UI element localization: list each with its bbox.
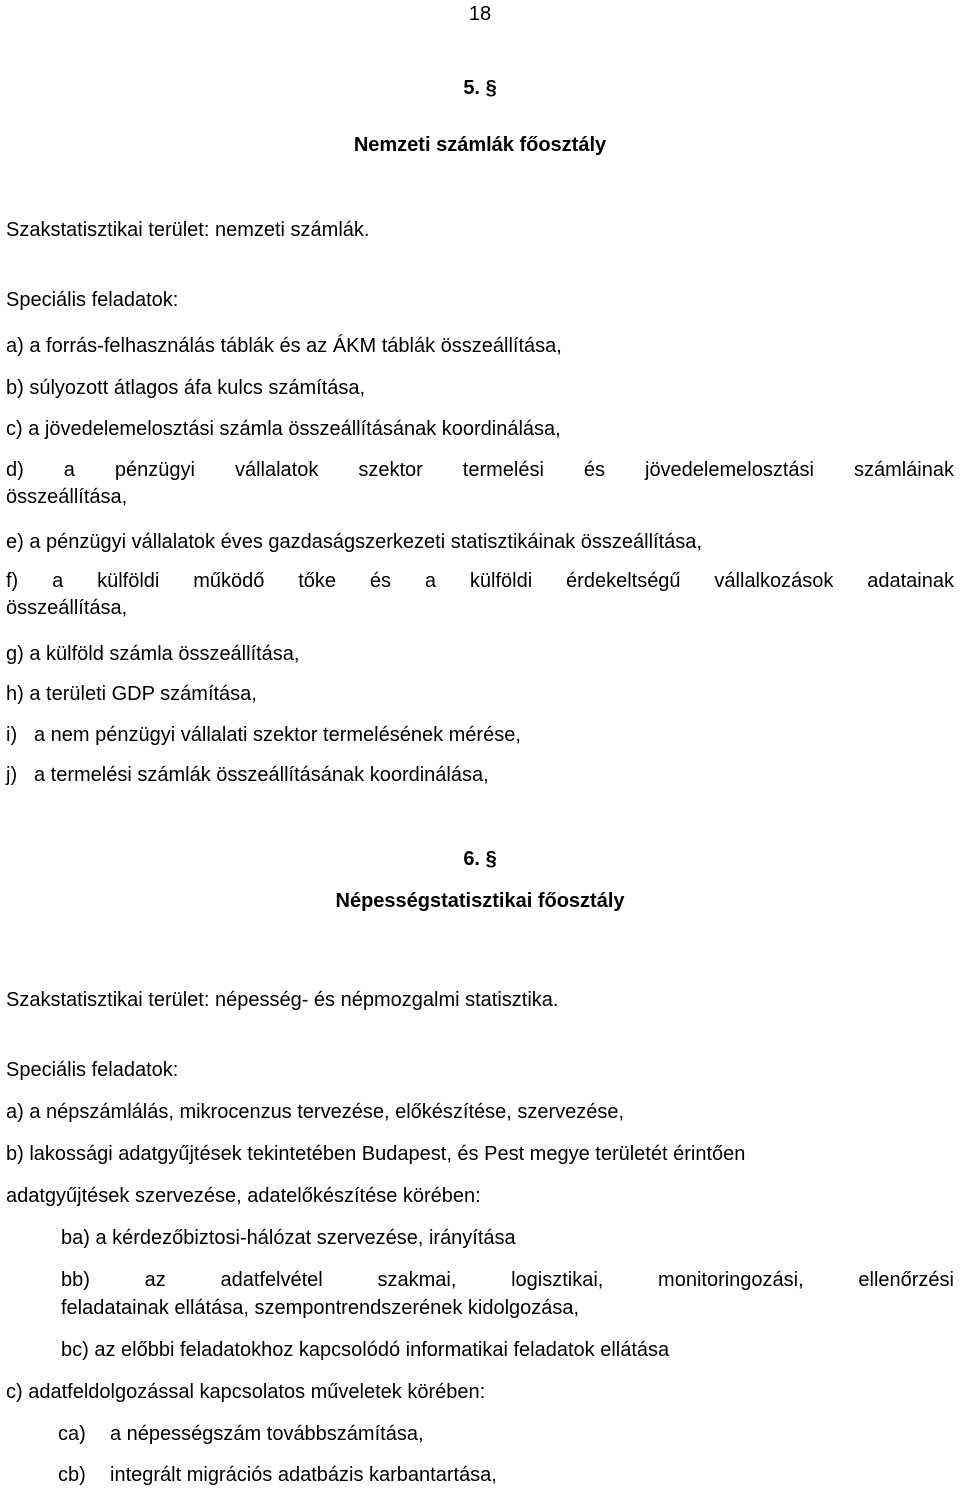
item-text: súlyozott átlagos áfa kulcs számítása, <box>29 377 366 399</box>
section-5-heading <box>0 76 960 100</box>
paragraph-sign: § <box>485 77 497 99</box>
section-5-special-heading: Speciális feladatok: <box>6 289 179 311</box>
section-5-title: Nemzeti számlák főosztály <box>353 134 607 156</box>
list-item <box>6 763 489 787</box>
list-item <box>6 417 561 441</box>
item-text: a jövedelemelosztási számla összeállításának koordinálása, <box>28 418 561 440</box>
item-text: a területi GDP számítása, <box>29 683 257 705</box>
item-text: a pénzügyi vállalatok éves gazdaságszerkezeti statisztikáinak összeállítása, <box>29 531 702 553</box>
item-text: a forrás-felhasználás táblák és az ÁKM táblák összeállítása, <box>29 335 562 357</box>
item-label: c) <box>6 418 23 440</box>
list-item <box>6 569 954 593</box>
section-5-area: Szakstatisztikai terület: nemzeti számlák. <box>6 219 370 241</box>
section-number: 5. <box>463 77 480 99</box>
list-item <box>6 530 702 554</box>
section-6-title: Népességstatisztikai főosztály <box>335 890 625 912</box>
list-item <box>6 376 365 400</box>
item-text: a népességszám továbbszámítása, <box>110 1423 424 1445</box>
list-item <box>6 1380 485 1404</box>
section-6-heading <box>0 847 960 871</box>
item-continuation: feladatainak ellátása, szempontrendszerének kidolgozása, <box>61 1297 580 1319</box>
item-label: b) <box>6 1143 24 1165</box>
item-continuation: adatgyűjtések szervezése, adatelőkészítése körében: <box>6 1185 481 1207</box>
item-label: g) <box>6 643 24 665</box>
item-text: lakossági adatgyűjtések tekintetében Budapest, és Pest megye területét érintően <box>29 1143 746 1165</box>
item-label: b) <box>6 377 24 399</box>
item-label: f) <box>6 570 19 592</box>
sub-list-item <box>58 1422 424 1446</box>
section-number: 6. <box>463 848 480 870</box>
list-item <box>6 1100 624 1124</box>
item-label: a) <box>6 1101 24 1123</box>
page-number: 18 <box>468 3 492 25</box>
item-text: a külföld számla összeállítása, <box>29 643 300 665</box>
item-label: d) <box>6 459 24 481</box>
item-label: c) <box>6 1381 23 1403</box>
item-continuation: összeállítása, <box>6 486 128 508</box>
sub-list-item: bb) az adatfelvétel szakmai, logisztikai, monitoringozási, ellenőrzési <box>61 1269 954 1291</box>
sub-list-item: ba) a kérdezőbiztosi-hálózat szervezése, irányítása <box>61 1227 516 1249</box>
item-label: h) <box>6 683 24 705</box>
list-item <box>6 334 562 358</box>
item-label: cb) <box>58 1464 86 1486</box>
list-item <box>6 642 300 666</box>
list-item <box>6 682 257 706</box>
sub-list-item <box>58 1463 497 1487</box>
item-text: a nem pénzügyi vállalati szektor termelésének mérése, <box>34 724 521 746</box>
item-label: i) <box>6 724 18 746</box>
section-6-special-heading: Speciális feladatok: <box>6 1059 179 1081</box>
item-continuation: összeállítása, <box>6 597 128 619</box>
item-text: integrált migrációs adatbázis karbantartása, <box>110 1464 497 1486</box>
item-text: a népszámlálás, mikrocenzus tervezése, előkészítése, szervezése, <box>29 1101 625 1123</box>
list-item <box>6 1142 745 1166</box>
item-text: a külföldi működő tőke és a külföldi érdekeltségű vállalkozások adatainak <box>52 570 954 592</box>
item-text: adatfeldolgozással kapcsolatos műveletek körében: <box>28 1381 486 1403</box>
paragraph-sign: § <box>485 848 497 870</box>
section-6-area: Szakstatisztikai terület: népesség- és népmozgalmi statisztika. <box>6 989 559 1011</box>
sub-list-item: bc) az előbbi feladatokhoz kapcsolódó informatikai feladatok ellátása <box>61 1339 670 1361</box>
item-label: a) <box>6 335 24 357</box>
list-item <box>6 458 954 482</box>
item-label: j) <box>6 764 18 786</box>
item-text: a termelési számlák összeállításának koordinálása, <box>34 764 489 786</box>
item-label: e) <box>6 531 24 553</box>
item-label: ca) <box>58 1423 86 1445</box>
list-item <box>6 723 521 747</box>
item-text: a pénzügyi vállalatok szektor termelési és jövedelemelosztási számláinak <box>63 459 954 481</box>
